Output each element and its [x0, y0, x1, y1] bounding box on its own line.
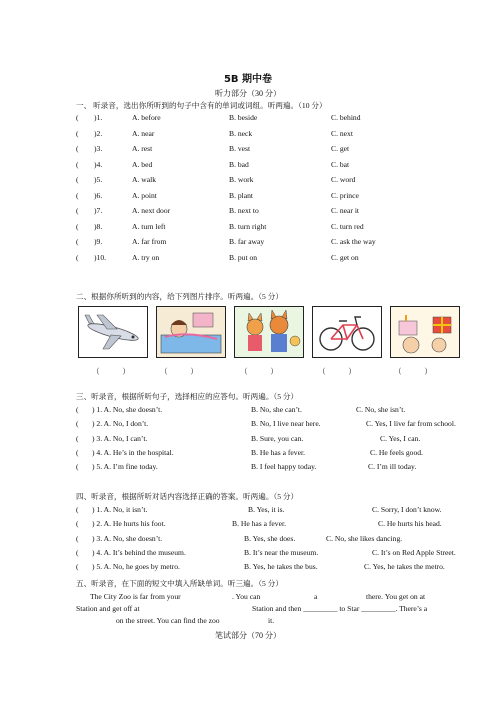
- question-number: )5.: [94, 175, 103, 184]
- option-b: B. vest: [229, 144, 251, 153]
- answer-bracket[interactable]: (: [76, 533, 79, 543]
- option-a: A. far from: [132, 237, 167, 246]
- option-b: B. No, I live near here.: [251, 419, 321, 429]
- option-a: A. rest: [132, 144, 153, 153]
- option-b: B. put on: [229, 252, 258, 262]
- passage-line1-d: there. You get on at: [366, 592, 426, 601]
- option-a: A. before: [132, 113, 161, 122]
- option-b: B. turn right: [229, 221, 267, 231]
- option-c: C. behind: [331, 113, 361, 122]
- option-b: B. He has a fever.: [232, 519, 286, 529]
- option-c: C. Yes, he takes the metro.: [364, 562, 445, 572]
- section5-heading: 五、听录音，在下面的短文中填入所缺单词。听三遍。（5 分）: [76, 579, 283, 588]
- option-c: C. He feels good.: [370, 447, 423, 457]
- option-c: C. No, she isn’t.: [356, 405, 406, 414]
- answer-slot-4[interactable]: （ ）: [318, 367, 356, 376]
- section3-heading: 三、听录音，根据所听句子，选择相应的应答句。听两遍。（5 分）: [76, 392, 299, 401]
- option-b: B. I feel happy today.: [251, 462, 317, 472]
- answer-bracket[interactable]: (: [76, 433, 79, 443]
- question-number: )9.: [94, 237, 103, 246]
- listening-subtitle: 听力部分（30 分）: [215, 89, 281, 98]
- option-a: ) 5. A. I’m fine today.: [92, 462, 158, 472]
- option-b: B. Sure, you can.: [251, 433, 304, 443]
- answer-bracket[interactable]: (: [76, 547, 79, 557]
- option-a: ) 2. A. No, I don’t.: [92, 419, 149, 429]
- option-a: ) 4. A. He’s in the hospital.: [92, 447, 174, 457]
- answer-slot-1[interactable]: （ ）: [92, 367, 130, 376]
- option-c: C. turn red: [331, 221, 364, 231]
- option-a: A. next door: [132, 206, 171, 215]
- option-b: B. neck: [229, 128, 253, 138]
- answer-bracket[interactable]: (: [76, 519, 79, 529]
- answer-slot-3[interactable]: （ ）: [240, 367, 278, 376]
- answer-bracket[interactable]: (: [76, 221, 79, 231]
- option-c: C. word: [331, 175, 356, 184]
- option-c: C. prince: [331, 190, 359, 200]
- option-a: ) 3. A. No, she doesn’t.: [92, 533, 163, 543]
- answer-bracket[interactable]: (: [76, 206, 79, 215]
- passage-line1-c: a: [314, 592, 318, 601]
- question-number: )1.: [94, 113, 103, 122]
- question-number: )8.: [94, 221, 103, 231]
- question-number: )3.: [94, 144, 103, 153]
- question-number: )10.: [94, 252, 107, 262]
- answer-bracket[interactable]: (: [76, 405, 79, 414]
- answer-bracket[interactable]: (: [76, 144, 79, 153]
- picture-sick-girl-in-bed: [156, 306, 226, 358]
- answer-bracket[interactable]: (: [76, 190, 79, 200]
- picture-airplane: [78, 306, 148, 358]
- section2-heading: 二、根据你所听到的内容，给下列图片排序。听两遍。（5 分）: [76, 292, 283, 301]
- option-c: C. ask the way: [331, 237, 376, 246]
- page-title: 5B 期中卷: [223, 74, 273, 85]
- passage-line2-b: Station and then _________ to Star _________. There’s a: [252, 604, 428, 613]
- option-c: C. I’m ill today.: [368, 462, 417, 472]
- option-b: B. far away: [229, 237, 265, 246]
- option-a: A. turn left: [132, 221, 166, 231]
- picture-birthday-cake: [390, 306, 460, 358]
- option-c: C. get on: [331, 252, 359, 262]
- option-c: C. get: [331, 144, 350, 153]
- question-number: )7.: [94, 206, 103, 215]
- option-c: C. next: [331, 128, 353, 138]
- option-a: ) 1. A. No, she doesn’t.: [92, 405, 163, 414]
- option-c: C. Yes, I live far from school.: [366, 419, 456, 429]
- passage-line1-a: The City Zoo is far from your: [90, 592, 181, 601]
- answer-bracket[interactable]: (: [76, 252, 79, 262]
- answer-slot-5[interactable]: （ ）: [394, 367, 432, 376]
- option-c: C. near it: [331, 206, 360, 215]
- option-a: ) 1. A. No, it isn’t.: [92, 505, 148, 514]
- passage-line2-a: Station and get off at: [76, 604, 140, 613]
- option-b: B. He has a fever.: [251, 447, 305, 457]
- option-c: C. bat: [331, 159, 350, 169]
- answer-bracket[interactable]: (: [76, 237, 79, 246]
- option-a: A. bed: [132, 159, 153, 169]
- passage-line1-b: . You can: [232, 592, 261, 601]
- question-number: )2.: [94, 128, 103, 138]
- answer-bracket[interactable]: (: [76, 462, 79, 472]
- option-c: C. Yes, I can.: [380, 433, 421, 443]
- option-a: A. point: [132, 190, 157, 200]
- answer-bracket[interactable]: (: [76, 113, 79, 122]
- option-a: ) 3. A. No, I can’t.: [92, 433, 148, 443]
- picture-bicycle: [312, 306, 382, 358]
- answer-bracket[interactable]: (: [76, 419, 79, 429]
- written-part-heading: 笔试部分（70 分）: [215, 631, 281, 640]
- answer-bracket[interactable]: (: [76, 562, 79, 572]
- option-b: B. plant: [229, 190, 254, 200]
- option-a: ) 5. A. No, he goes by metro.: [92, 562, 180, 572]
- option-b: B. work: [229, 175, 254, 184]
- option-b: B. Yes, she does.: [244, 533, 296, 543]
- picture-cat-family: [234, 306, 304, 358]
- option-a: A. near: [132, 128, 155, 138]
- section1-heading: 一、 听录音，选出你所听到的句子中含有的单词或词组。听两遍。（10 分）: [76, 101, 327, 110]
- passage-line3-a: on the street. You can find the zoo: [116, 616, 220, 625]
- answer-bracket[interactable]: (: [76, 159, 79, 169]
- option-b: B. Yes, he takes the bus.: [244, 562, 318, 572]
- question-number: )4.: [94, 159, 103, 169]
- answer-bracket[interactable]: (: [76, 175, 79, 184]
- section4-heading: 四、听录音，根据所听对话内容选择正确的答案。听两遍。（5 分）: [76, 492, 299, 501]
- answer-bracket[interactable]: (: [76, 447, 79, 457]
- answer-bracket[interactable]: (: [76, 128, 79, 138]
- answer-slot-2[interactable]: （ ）: [160, 367, 198, 376]
- answer-bracket[interactable]: (: [76, 505, 79, 514]
- option-b: B. It’s near the museum.: [244, 547, 319, 557]
- option-a: A. try on: [132, 252, 160, 262]
- option-c: C. He hurts his head.: [378, 519, 442, 529]
- option-b: B. bad: [229, 159, 249, 169]
- option-b: B. beside: [229, 113, 258, 122]
- option-a: ) 4. A. It’s behind the museum.: [92, 547, 186, 557]
- passage-line3-b: it.: [268, 616, 275, 625]
- option-b: B. Yes, it is.: [248, 505, 285, 514]
- option-c: C. It’s on Red Apple Street.: [372, 547, 456, 557]
- option-b: B. No, she can’t.: [251, 405, 302, 414]
- option-c: C. Sorry, I don’t know.: [372, 505, 442, 514]
- option-a: ) 2. A. He hurts his foot.: [92, 519, 166, 529]
- option-b: B. next to: [229, 206, 259, 215]
- option-c: C. No, she likes dancing.: [326, 533, 403, 543]
- question-number: )6.: [94, 190, 103, 200]
- option-a: A. walk: [132, 175, 157, 184]
